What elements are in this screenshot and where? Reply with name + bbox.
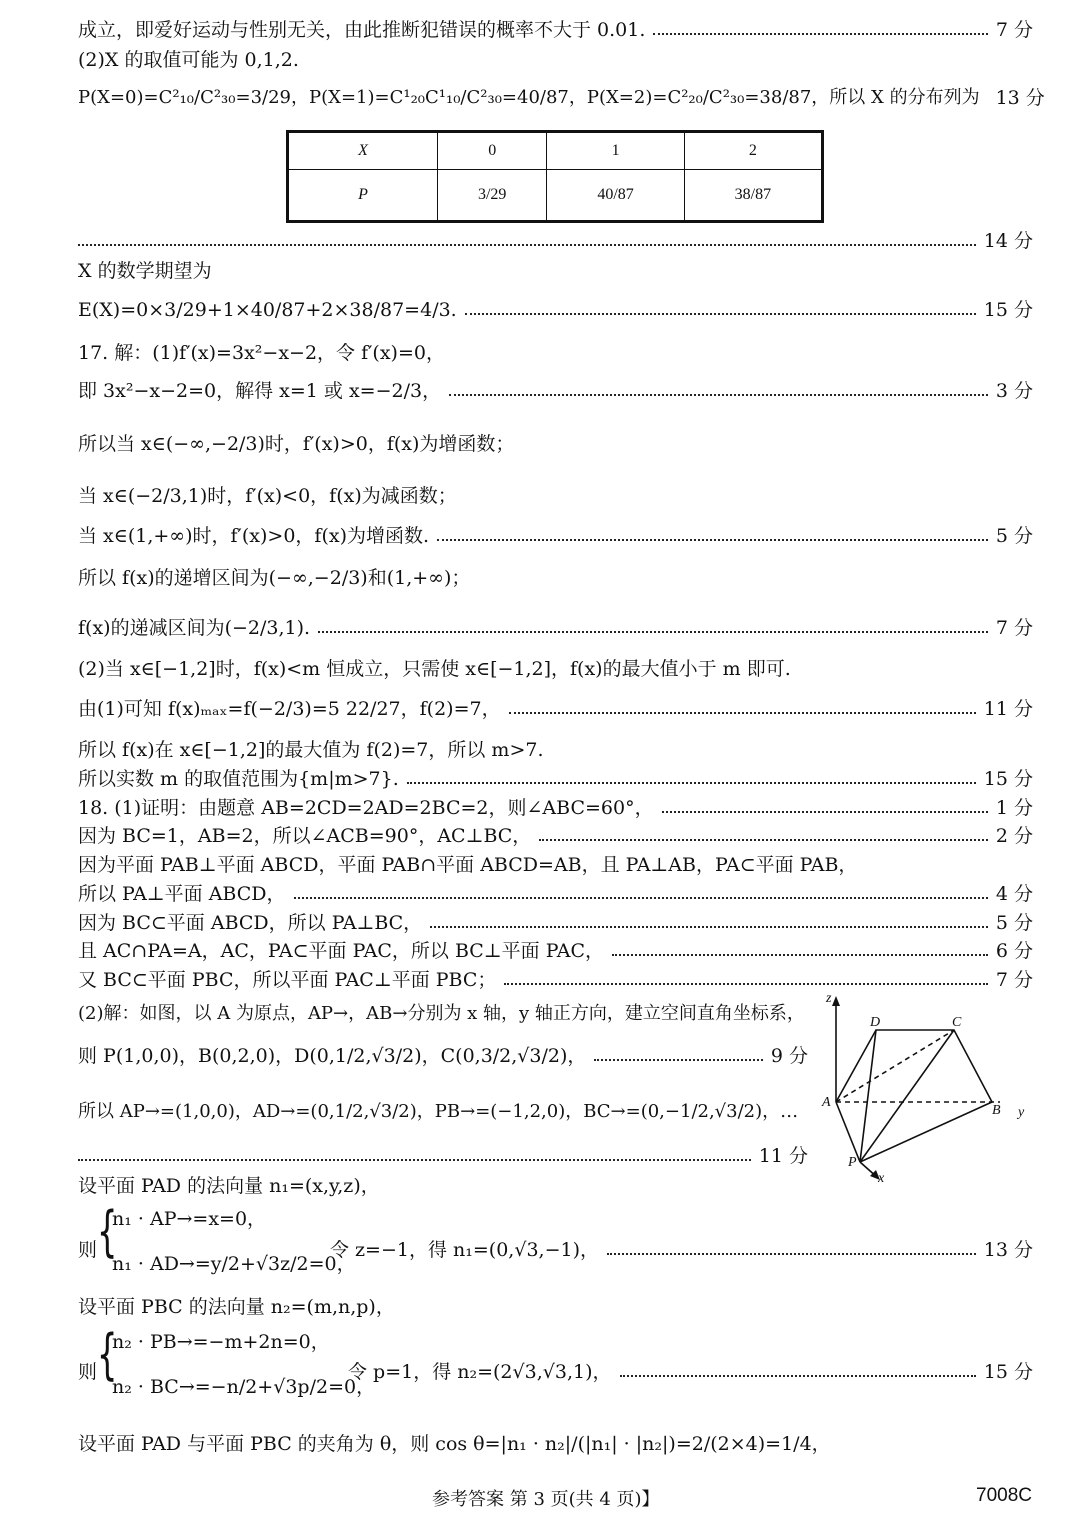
line-15: 由(1)可知 f(x)ₘₐₓ=f(−2/3)=5 22/27，f(2)=7， 11 分 xyxy=(78,698,1033,720)
line-13: f(x)的递减区间为(−2/3,1). 7 分 xyxy=(78,617,1033,639)
line-10: 当 x∈(−2/3,1)时，f′(x)<0，f(x)为减函数； xyxy=(78,485,457,507)
table-cell: 2 xyxy=(684,133,821,170)
line-33: 设平面 PAD 与平面 PBC 的夹角为 θ，则 cos θ=|n₁ · n₂|/(|n₁| · |n₂|)=2/(2×4)=1/4， xyxy=(78,1433,831,1455)
page-footer xyxy=(0,1485,1080,1515)
label-z: z xyxy=(826,991,832,1006)
label-a: A xyxy=(822,1095,831,1110)
line-21: 所以 PA⊥平面 ABCD， 4 分 xyxy=(78,883,1033,905)
line-4: 14 分 xyxy=(78,227,1033,255)
line-5: X 的数学期望为 xyxy=(78,260,212,282)
label-y: y xyxy=(1018,1105,1025,1120)
line-16: 所以 f(x)在 x∈[−1,2]的最大值为 f(2)=7，所以 m>7. xyxy=(78,739,544,761)
system-2-eq2: n₂ · BC→=−n/2+√3p/2=0， xyxy=(112,1376,376,1398)
brace-1: { xyxy=(96,1200,118,1263)
z-arrow xyxy=(832,996,840,1006)
line-23: 且 AC∩PA=A，AC，PA⊂平面 PAC，所以 BC⊥平面 PAC， 6 分 xyxy=(78,940,1033,962)
label-x: x xyxy=(878,1171,885,1186)
footer-page-info: 参考答案 第 3 页(共 4 页)】 xyxy=(432,1489,660,1510)
system-1-label: 则 xyxy=(78,1239,98,1261)
line-30: 令 z=−1，得 n₁=(0,√3,−1)， 13 分 xyxy=(330,1239,1033,1261)
line-12: 所以 f(x)的递增区间为(−∞,−2/3)和(1,+∞)； xyxy=(78,567,471,589)
table-cell: X xyxy=(289,133,438,170)
label-p: P xyxy=(848,1155,857,1170)
line-7: 17. 解：(1)f′(x)=3x²−x−2，令 f′(x)=0， xyxy=(78,342,445,364)
line-8: 即 3x²−x−2=0，解得 x=1 或 x=−2/3， 3 分 xyxy=(78,380,1033,402)
line-25: (2)解：如图，以 A 为原点，AP→，AB→分别为 x 轴，y 轴正方向，建立空间直角坐标系， xyxy=(78,1003,805,1024)
system-2-label: 则 xyxy=(78,1361,98,1383)
line-24: 又 BC⊂平面 PBC，所以平面 PAC⊥平面 PBC； 7 分 xyxy=(78,969,1033,991)
trapezoid-abcd xyxy=(836,1030,992,1102)
table-cell: 40/87 xyxy=(547,170,684,221)
table-cell: 3/29 xyxy=(438,170,547,221)
distribution-table xyxy=(286,130,824,223)
label-c: C xyxy=(952,1015,962,1030)
table-cell: 1 xyxy=(547,133,684,170)
label-b: B xyxy=(992,1103,1001,1118)
line-22: 因为 BC⊂平面 ABCD，所以 PA⊥BC， 5 分 xyxy=(78,912,1033,934)
system-1-eq2: n₁ · AD→=y/2+√3z/2=0， xyxy=(112,1253,356,1275)
line-17: 所以实数 m 的取值范围为{m|m>7}. 15 分 xyxy=(78,768,1033,790)
line-26: 则 P(1,0,0)，B(0,2,0)，D(0,1/2,√3/2)，C(0,3/2,√3/2)， 9 分 xyxy=(78,1045,808,1067)
table-header-row xyxy=(289,133,822,170)
line-29: 设平面 PAD 的法向量 n₁=(x,y,z)， xyxy=(78,1175,380,1197)
table-row xyxy=(289,170,822,221)
system-1-eq1: n₁ · AP→=x=0， xyxy=(112,1208,267,1230)
line-31: 设平面 PBC 的法向量 n₂=(m,n,p)， xyxy=(78,1296,395,1318)
line-28: 11 分 xyxy=(78,1142,808,1170)
line-18: 18. (1)证明：由题意 AB=2CD=2AD=2BC=2，则∠ABC=60°， 1 分 xyxy=(78,797,1033,819)
x-axis-seg xyxy=(836,1102,860,1162)
table-cell: 38/87 xyxy=(684,170,821,221)
line-32: 令 p=1，得 n₂=(2√3,√3,1)， 15 分 xyxy=(348,1361,1033,1383)
line-14: (2)当 x∈[−1,2]时，f(x)<m 恒成立，只需使 x∈[−1,2]，f(x)的最大值小于 m 即可. xyxy=(78,658,791,680)
line-6: E(X)=0×3/29+1×40/87+2×38/87=4/3. 15 分 xyxy=(78,299,1033,321)
label-d: D xyxy=(870,1015,881,1030)
coordinate-figure xyxy=(820,990,1040,1190)
line-11: 当 x∈(1,+∞)时，f′(x)>0，f(x)为增函数. 5 分 xyxy=(78,525,1033,547)
system-2-eq1: n₂ · PB→=−m+2n=0， xyxy=(112,1331,330,1353)
line-20: 因为平面 PAB⊥平面 ABCD，平面 PAB∩平面 ABCD=AB，且 PA⊥AB，PA⊂平面 PAB， xyxy=(78,854,858,876)
line-2: (2)X 的取值可能为 0,1,2. xyxy=(78,49,299,71)
line-19: 因为 BC=1，AB=2，所以∠ACB=90°，AC⊥BC， 2 分 xyxy=(78,825,1033,847)
line-3: P(X=0)=C²₁₀/C²₃₀=3/29，P(X=1)=C¹₂₀C¹₁₀/C²₃₀=40/87，P(X=2)=C²₂₀/C²₃₀=38/87，所以 X 的分布列为 13 分 xyxy=(78,87,1045,109)
footer-code: 7008C xyxy=(976,1485,1032,1506)
line-27: 所以 AP→=(1,0,0)，AD→=(0,1/2,√3/2)，PB→=(−1,2,0)，BC→=(0,−1/2,√3/2)，… xyxy=(78,1101,799,1122)
brace-2: { xyxy=(96,1323,118,1386)
line-1: 成立，即爱好运动与性别无关，由此推断犯错误的概率不大于 0.01. 7 分 xyxy=(78,19,1033,41)
segment-ac xyxy=(836,1030,954,1102)
line-9: 所以当 x∈(−∞,−2/3)时，f′(x)>0，f(x)为增函数； xyxy=(78,433,515,455)
segment-pb xyxy=(860,1102,992,1162)
table-cell: 0 xyxy=(438,133,547,170)
table-cell: P xyxy=(289,170,438,221)
